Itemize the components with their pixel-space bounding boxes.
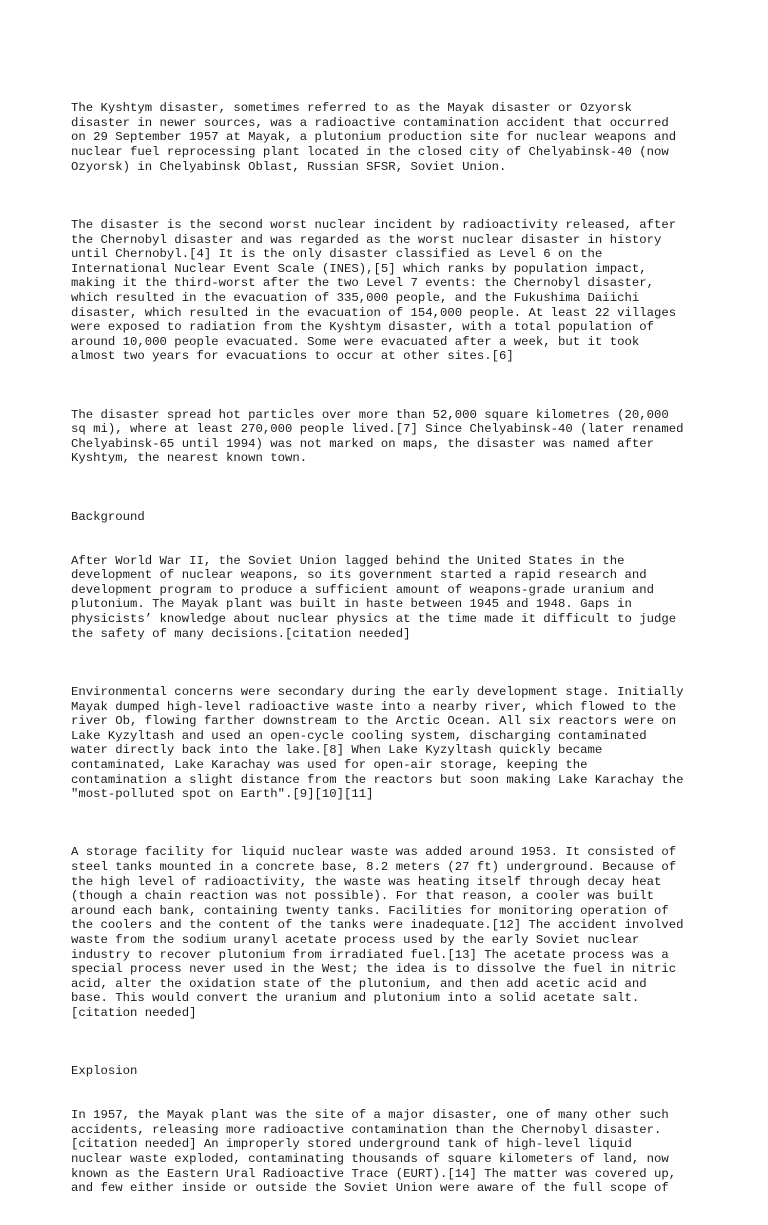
section-heading-background: Background xyxy=(71,509,145,524)
paragraph-severity: The disaster is the second worst nuclear incident by radioactivity released, after the Chernobyl disaster and was regarded as the worst nuclear disaster in history until Chernobyl.[4] It is the only disaster classified as Level 6 on the International Nuclear Event Scale (INES),[5] which ranks by population impact, making it the third-worst after the two Level 7 events: the Chernobyl disaster, which resulted in the evacuation of 335,000 people, and the Fukushima Daiichi disaster, which resulted in the evacuation of 154,000 people. At least 22 villages were exposed to radiation from the Kyshtym disaster, with a total population of around 10,000 people evacuated. Some were evacuated after a week, but it took almost two years for evacuations to occur at other sites.[6] xyxy=(71,217,677,364)
paragraph-explosion: In 1957, the Mayak plant was the site of a major disaster, one of many other such accidents, releasing more radioactive contamination than the Chernobyl disaster. [citation needed] An improperly stored underground tank of high-level liquid nuclear waste exploded, contaminating thousands of square kilometers of land, now known as the Eastern Ural Radioactive Trace (EURT).[14] The matter was covered up, and few either inside or outside the Soviet Union were aware of the full scope of xyxy=(71,1108,677,1196)
document-page xyxy=(71,72,711,1225)
paragraph-environmental: Environmental concerns were secondary during the early development stage. Initially Mayak dumped high-level radioactive waste into a nearby river, which flowed to the river Ob, flowing farther downstream to the Arctic Ocean. All six reactors were on Lake Kyzyltash and used an open-cycle cooling system, discharging contaminated water directly back into the lake.[8] When Lake Kyzyltash quickly became contaminated, Lake Karachay was used for open-air storage, keeping the contamination a slight distance from the reactors but soon making Lake Karachay the "most-polluted spot on Earth".[9][10][11] xyxy=(71,684,684,802)
paragraph-storage-facility: A storage facility for liquid nuclear waste was added around 1953. It consisted of steel tanks mounted in a concrete base, 8.2 meters (27 ft) underground. Because of the high level of radioactivity, the waste was heating itself through decay heat (though a chain reaction was not possible). For that reason, a cooler was built around each bank, containing twenty tanks. Facilities for monitoring operation of the coolers and the content of the tanks were inadequate.[12] The accident involved waste from the sodium uranyl acetate process used by the early Soviet nuclear industry to recover plutonium from irradiated fuel.[13] The acetate process was a special process never used in the West; the idea is to dissolve the fuel in nitric acid, alter the oxidation state of the plutonium, and then add acetic acid and base. This would convert the uranium and plutonium into a solid acetate salt. [citation needed] xyxy=(71,845,684,1020)
section-heading-explosion: Explosion xyxy=(71,1064,138,1079)
paragraph-intro: The Kyshtym disaster, sometimes referred to as the Mayak disaster or Ozyorsk disaster in newer sources, was a radioactive contamination accident that occurred on 29 September 1957 at Mayak, a plutonium production site for nuclear weapons and nuclear fuel reprocessing plant located in the closed city of Chelyabinsk-40 (now Ozyorsk) in Chelyabinsk Oblast, Russian SFSR, Soviet Union. xyxy=(71,101,677,174)
paragraph-spread: The disaster spread hot particles over more than 52,000 square kilometres (20,000 sq mi), where at least 270,000 people lived.[7] Since Chelyabinsk-40 (later renamed Chelyabinsk-65 until 1994) was not marked on maps, the disaster was named after Kyshtym, the nearest known town. xyxy=(71,407,684,466)
paragraph-background: After World War II, the Soviet Union lagged behind the United States in the development of nuclear weapons, so its government started a rapid research and development program to produce a sufficient amount of weapons-grade uranium and plutonium. The Mayak plant was built in haste between 1945 and 1948. Gaps in physicists’ knowledge about nuclear physics at the time made it difficult to judge the safety of many decisions.[citation needed] xyxy=(71,553,677,641)
